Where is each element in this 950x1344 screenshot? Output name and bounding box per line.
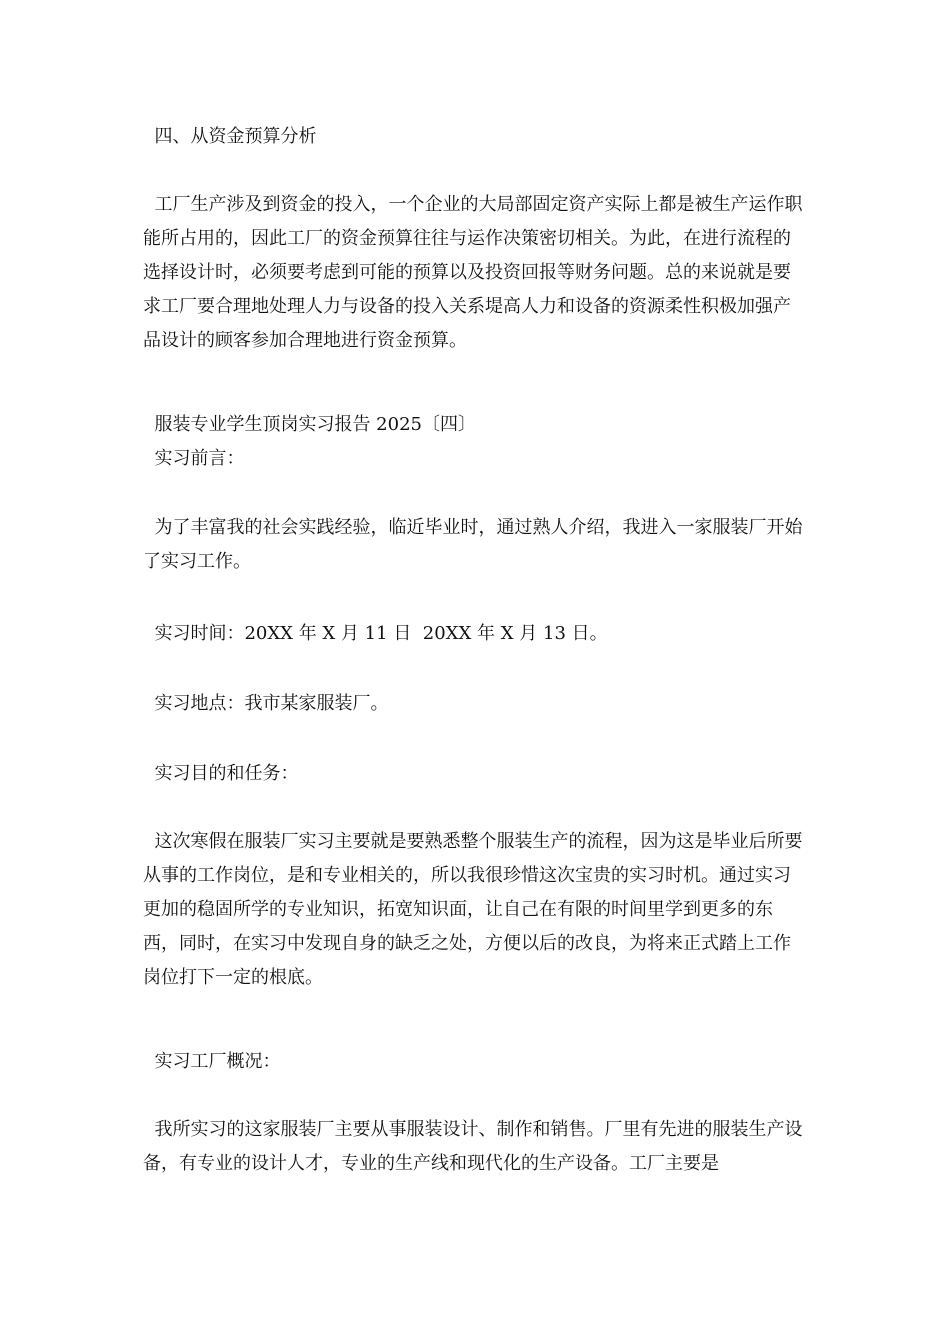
paragraph-preface: 为了丰富我的社会实践经验，临近毕业时，通过熟人介绍，我进入一家服装厂开始了实习工作。 [143, 517, 803, 572]
paragraph-purpose: 这次寒假在服装厂实习主要就是要熟悉整个服装生产的流程，因为这是毕业后所要从事的工作岗位，是和专业相关的，所以我很珍惜这次宝贵的实习时机。通过实习更加的稳固所学的专业知识，拓宽知识面，让自己在有限的时间里学到更多的东西，同时，在实习中发现自身的缺乏之处，方便以后的改良，为将来正式踏上工作岗位打下一定的根底。 [143, 831, 803, 988]
internship-time: 实习时间：20XX 年 X 月 11 日 20XX 年 X 月 13 日。 [143, 623, 608, 644]
purpose-label: 实习目的和任务： [143, 763, 299, 784]
paragraph-budget: 工厂生产涉及到资金的投入，一个企业的大局部固定资产实际上都是被生产运作职能所占用的，因此工厂的资金预算往往与运作决策密切相关。为此，在进行流程的选择设计时，必须要考虑到可能的预算以及投资回报等财务问题。总的来说就是要求工厂要合理地处理人力与设备的投入关系堤高人力和设备的资源柔性积极加强产品设计的顾客参加合理地进行资金预算。 [143, 194, 803, 351]
factory-label: 实习工厂概况： [143, 1051, 281, 1072]
internship-place: 实习地点：我市某家服装厂。 [143, 693, 389, 714]
paragraph-factory: 我所实习的这家服装厂主要从事服装设计、制作和销售。厂里有先进的服装生产设备，有专业的设计人才，专业的生产线和现代化的生产设备。工厂主要是 [143, 1119, 803, 1174]
preface-label: 实习前言： [143, 448, 245, 469]
report-title: 服装专业学生顶岗实习报告 2025〔四〕 [143, 414, 476, 435]
section-heading: 四、从资金预算分析 [143, 126, 317, 147]
